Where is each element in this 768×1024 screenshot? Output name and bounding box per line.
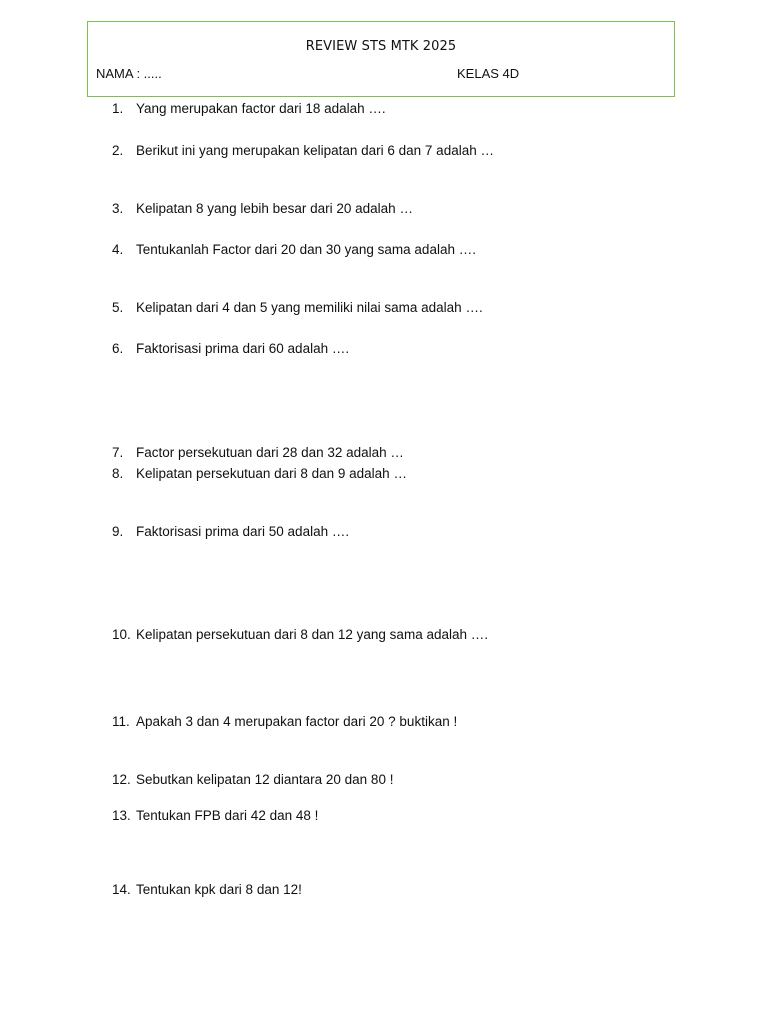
question-text: Sebutkan kelipatan 12 diantara 20 dan 80 ! [136,772,394,787]
question-text: Factor persekutuan dari 28 dan 32 adalah … [136,445,404,460]
question-number: 3. [112,201,124,216]
question-item [112,242,476,258]
question-item [112,882,302,898]
question-item [112,466,407,482]
question-text: Yang merupakan factor dari 18 adalah …. [136,101,386,116]
question-number: 14. [112,882,131,897]
question-text: Tentukanlah Factor dari 20 dan 30 yang sama adalah …. [136,242,476,257]
question-text: Faktorisasi prima dari 60 adalah …. [136,341,350,356]
question-item [112,300,483,316]
question-number: 5. [112,300,124,315]
question-item [112,143,494,159]
question-number: 4. [112,242,124,257]
question-text: Kelipatan dari 4 dan 5 yang memiliki nilai sama adalah …. [136,300,483,315]
question-item [112,445,404,461]
question-item [112,627,488,643]
question-number: 6. [112,341,124,356]
question-number: 12. [112,772,131,787]
question-number: 9. [112,524,124,539]
question-item [112,101,386,117]
question-text: Faktorisasi prima dari 50 adalah …. [136,524,350,539]
question-number: 13. [112,808,131,823]
question-item [112,808,318,824]
question-item [112,714,457,730]
question-text: Tentukan FPB dari 42 dan 48 ! [136,808,319,823]
question-text: Kelipatan 8 yang lebih besar dari 20 adalah … [136,201,413,216]
question-item [112,772,393,788]
question-number: 7. [112,445,124,460]
question-text: Kelipatan persekutuan dari 8 dan 9 adalah … [136,466,407,481]
header-box [87,21,675,97]
question-text: Kelipatan persekutuan dari 8 dan 12 yang sama adalah …. [136,627,488,642]
document-title: REVIEW STS MTK 2025 [305,39,457,54]
nama-field-label: NAMA : ..... [96,66,162,81]
question-text: Berikut ini yang merupakan kelipatan dari 6 dan 7 adalah … [136,143,494,158]
kelas-label: KELAS 4D [457,66,520,81]
question-number: 1. [112,101,124,116]
question-item [112,201,413,217]
question-number: 2. [112,143,124,158]
question-item [112,524,349,540]
question-number: 10. [112,627,131,642]
question-item [112,341,349,357]
question-number: 8. [112,466,124,481]
question-text: Apakah 3 dan 4 merupakan factor dari 20 ? buktikan ! [136,714,458,729]
question-number: 11. [112,714,130,729]
question-text: Tentukan kpk dari 8 dan 12! [136,882,302,897]
